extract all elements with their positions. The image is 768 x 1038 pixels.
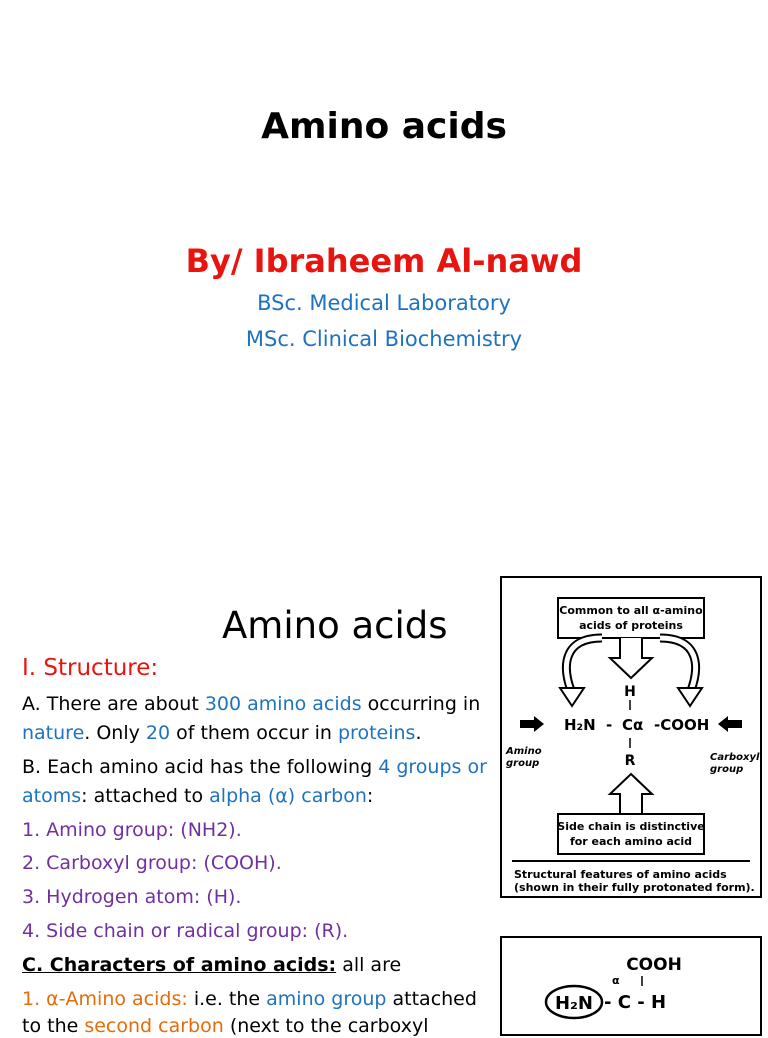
list-item-side-chain: 4. Side chain or radical group: (R).	[22, 920, 349, 942]
text: occurring in	[361, 693, 481, 715]
bond-dash: -	[606, 716, 613, 734]
text: i.e. the	[187, 988, 267, 1010]
alpha-amino-figure	[500, 936, 762, 1036]
line-b	[22, 756, 487, 778]
line-b2	[22, 785, 373, 807]
structure-diagram	[502, 578, 760, 896]
highlight: 1. α-Amino acids:	[22, 988, 188, 1010]
side-box-line1: Side chain is distinctive	[557, 820, 705, 833]
common-box-line1: Common to all α-amino	[559, 604, 703, 617]
carboxyl-label-line1: Carboxyl	[710, 752, 760, 763]
highlight: nature	[22, 722, 85, 744]
amino-label-line1: Amino	[506, 746, 542, 757]
r-group: R	[624, 753, 636, 769]
highlight: atoms	[22, 785, 82, 807]
list-item-amino: 1. Amino group: (NH2).	[22, 819, 242, 841]
text: of them occur in	[170, 722, 338, 744]
cooh-label: COOH	[626, 955, 682, 975]
side-chain-arrow	[610, 774, 652, 814]
center-arrow	[610, 638, 652, 678]
structure-heading: I. Structure:	[22, 655, 159, 681]
slide-title: Amino acids	[261, 106, 507, 147]
text: A. There are about	[22, 693, 205, 715]
h2n-label: H₂N	[554, 993, 594, 1014]
line-a2	[22, 722, 422, 744]
line-1b	[22, 1015, 428, 1037]
amino-label-line2: group	[506, 758, 540, 769]
degree-msc: MSc. Clinical Biochemistry	[245, 327, 523, 351]
list-item-hydrogen: 3. Hydrogen atom: (H).	[22, 886, 242, 908]
structure-figure	[500, 576, 762, 898]
text: :	[366, 785, 374, 807]
amino-formula: H₂N	[564, 716, 596, 734]
text: all are	[336, 954, 402, 976]
text: : attached to	[81, 785, 210, 807]
highlight: 20	[145, 722, 171, 744]
carboxyl-label-line2: group	[710, 764, 744, 775]
list-item-carboxyl: 2. Carboxyl group: (COOH).	[22, 852, 282, 874]
left-arrowhead	[560, 688, 584, 706]
carboxyl-arrow	[718, 716, 742, 732]
text: .	[415, 722, 422, 744]
right-arrowhead	[678, 688, 702, 706]
text: . Only	[84, 722, 146, 744]
alpha-carbon: Cα	[622, 716, 644, 734]
subheading: C. Characters of amino acids:	[22, 954, 337, 976]
caption-line1: Structural features of amino acids	[514, 868, 727, 881]
highlight: 300 amino acids	[204, 693, 362, 715]
amino-arrow	[520, 716, 544, 732]
line-a	[22, 693, 480, 715]
side-box-line2: for each amino acid	[569, 835, 693, 848]
carboxyl-formula: -COOH	[654, 716, 710, 734]
alpha-symbol: α	[612, 974, 620, 987]
hydrogen-label: H	[624, 684, 636, 700]
common-box-line2: acids of proteins	[579, 619, 683, 632]
author-name: By/ Ibraheem Al-nawd	[185, 242, 583, 280]
highlight: alpha (α) carbon	[209, 785, 367, 807]
caption-line2: (shown in their fully protonated form).	[514, 881, 755, 894]
highlight: 4 groups or	[378, 756, 487, 778]
line-c	[22, 954, 401, 976]
text: B. Each amino acid has the following	[22, 756, 379, 778]
highlight: proteins	[338, 722, 416, 744]
c-h-row: - C - H	[604, 992, 667, 1013]
highlight: amino group	[266, 988, 387, 1010]
text: (next to the carboxyl	[223, 1015, 429, 1037]
slide2-title: Amino acids	[222, 604, 448, 647]
highlight: second carbon	[84, 1015, 224, 1037]
alpha-amino-diagram	[502, 938, 760, 1034]
line-1	[22, 988, 477, 1010]
text: attached	[386, 988, 477, 1010]
text: to the	[22, 1015, 85, 1037]
degree-bsc: BSc. Medical Laboratory	[257, 291, 511, 315]
